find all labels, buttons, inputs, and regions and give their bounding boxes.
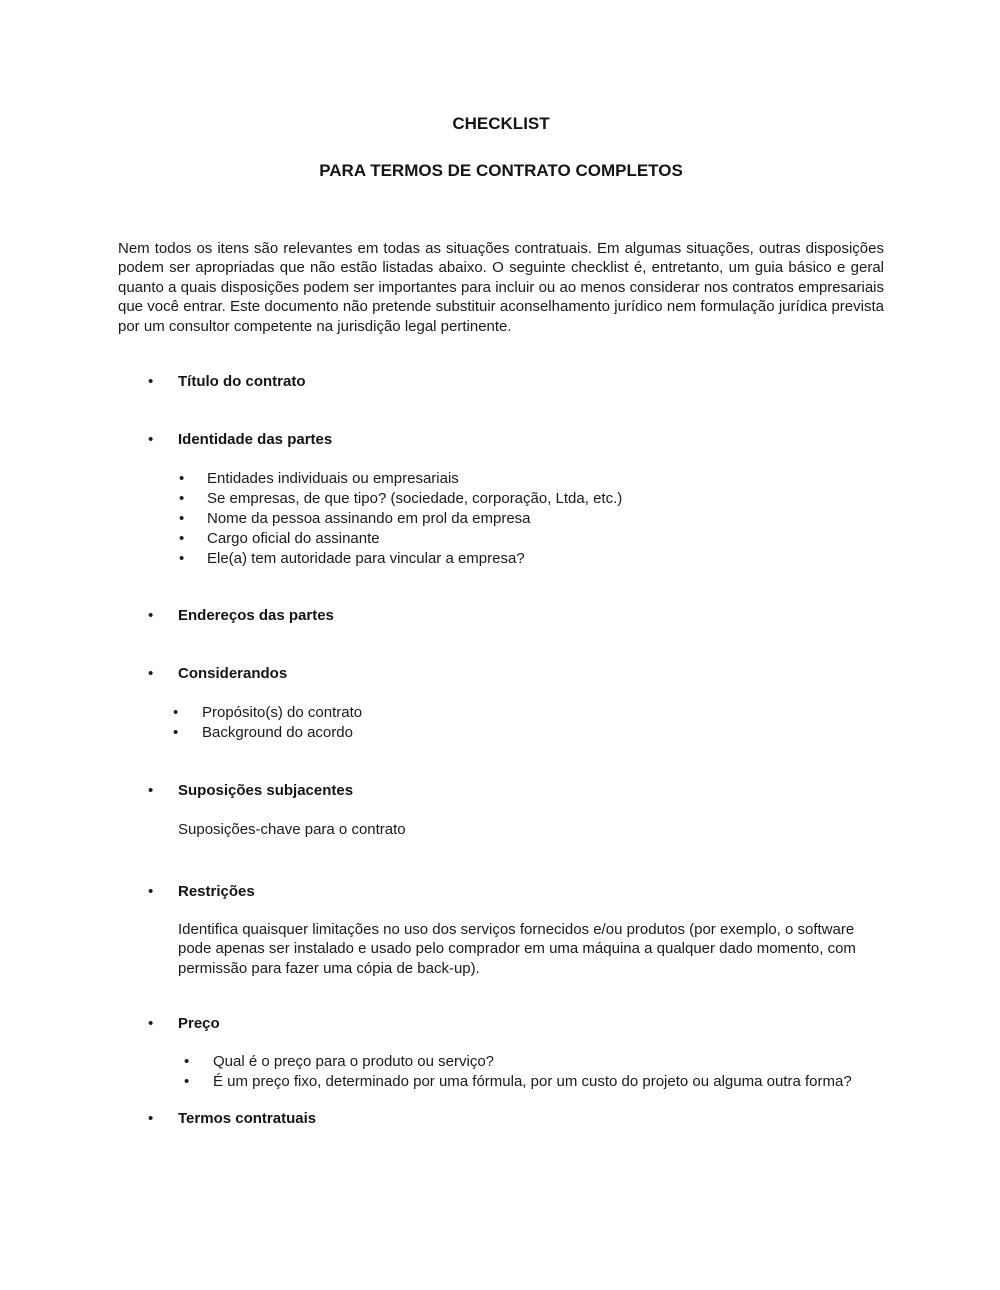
section-heading-considerandos <box>118 664 884 684</box>
bullet-icon: • <box>148 1015 154 1033</box>
section-heading-label: Restrições <box>178 882 255 900</box>
list-item-text: Qual é o preço para o produto ou serviço? <box>213 1053 495 1071</box>
list-item-text: É um preço fixo, determinado por uma fórmula, por um custo do projeto ou alguma outra forma? <box>213 1073 852 1091</box>
bullet-icon: • <box>148 373 154 391</box>
section-heading-titulo-do-contrato <box>118 372 884 392</box>
section-heading-label: Título do contrato <box>178 373 306 391</box>
list-item-text: Ele(a) tem autoridade para vincular a empresa? <box>207 550 525 568</box>
section-heading-label: Termos contratuais <box>178 1110 317 1128</box>
document-subtitle: PARA TERMOS DE CONTRATO COMPLETOS <box>319 161 683 180</box>
list-item <box>118 529 884 549</box>
bullet-icon: • <box>179 490 185 508</box>
bullet-icon: • <box>148 882 154 900</box>
list-item-text: Background do acordo <box>202 724 353 742</box>
bullet-icon: • <box>179 550 185 568</box>
list-item <box>118 549 884 569</box>
list-item-text: Se empresas, de que tipo? (sociedade, corporação, Ltda, etc.) <box>207 490 623 508</box>
bullet-icon: • <box>148 607 154 625</box>
list-item <box>118 509 884 529</box>
section-heading-label: Preço <box>178 1015 220 1033</box>
bullet-icon: • <box>179 530 185 548</box>
section-heading-termos-contratuais <box>118 1109 884 1129</box>
list-item <box>118 489 884 509</box>
bullet-icon: • <box>173 704 179 722</box>
intro-paragraph: Nem todos os itens são relevantes em todas as situações contratuais. Em algumas situações, outras disposições podem ser apropriadas que não estão listadas abaixo. O seguinte checklist é, entretanto, um guia básico e geral quanto a quais disposições podem ser importantes para incluir ou ao menos considerar nos contratos empresariais que você entrar. Este documento não pretende substituir aconselhamento jurídico nem formulação jurídica prevista por um consultor competente na jurisdição legal pertinente. <box>118 240 884 335</box>
bullet-icon: • <box>179 510 185 528</box>
bullet-icon: • <box>173 724 179 742</box>
section-heading-label: Endereços das partes <box>178 607 334 625</box>
preco-item-list <box>118 1052 884 1092</box>
list-item-text: Entidades individuais ou empresariais <box>207 470 459 488</box>
section-heading-label: Identidade das partes <box>178 431 333 449</box>
section-note: Identifica quaisquer limitações no uso dos serviços fornecidos e/ou produtos (por exemplo, o software pode apenas ser instalado e usado pelo comprador em uma máquina a qualquer dado momento, com permissão para fazer uma cópia de back-up). <box>178 920 856 977</box>
section-heading-label: Suposições subjacentes <box>178 782 354 800</box>
list-item-text: Propósito(s) do contrato <box>202 704 363 722</box>
bullet-icon: • <box>148 782 154 800</box>
considerandos-item-list <box>118 703 884 743</box>
list-item <box>118 703 884 723</box>
document-title: CHECKLIST <box>452 114 550 133</box>
section-heading-label: Considerandos <box>178 665 288 683</box>
list-item <box>118 1052 884 1072</box>
section-heading-enderecos-das-partes <box>118 606 884 626</box>
list-item <box>118 1072 884 1092</box>
identidade-item-list <box>118 469 884 569</box>
section-note: Suposições-chave para o contrato <box>178 821 406 839</box>
bullet-icon: • <box>179 470 185 488</box>
section-heading-restricoes <box>118 882 884 902</box>
bullet-icon: • <box>184 1053 190 1071</box>
section-heading-suposicoes-subjacentes <box>118 781 884 801</box>
section-heading-preco <box>118 1014 884 1034</box>
section-heading-identidade-das-partes <box>118 430 884 450</box>
bullet-icon: • <box>148 665 154 683</box>
list-item <box>118 469 884 489</box>
list-item-text: Cargo oficial do assinante <box>207 530 380 548</box>
list-item <box>118 723 884 743</box>
bullet-icon: • <box>184 1073 190 1091</box>
bullet-icon: • <box>148 431 154 449</box>
list-item-text: Nome da pessoa assinando em prol da empresa <box>207 510 531 528</box>
bullet-icon: • <box>148 1110 154 1128</box>
